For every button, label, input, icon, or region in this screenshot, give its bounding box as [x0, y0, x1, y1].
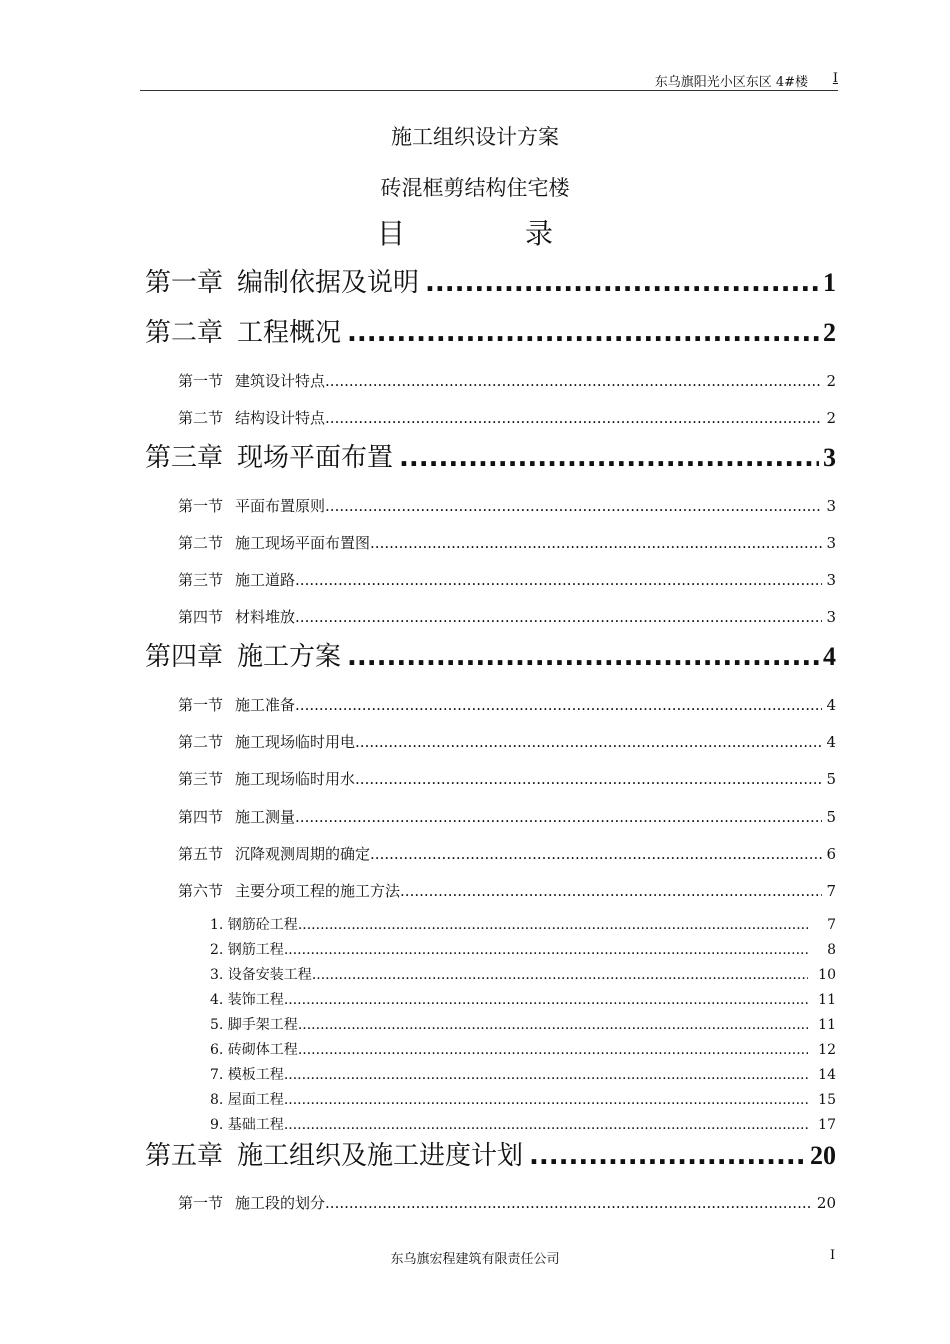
- item-title: 2. 钢筋工程: [210, 942, 284, 958]
- toc-section-3-4[interactable]: [178, 606, 836, 628]
- section-number: 第二节: [178, 534, 224, 552]
- dot-leader: [355, 733, 822, 751]
- section-number: 第四节: [178, 608, 224, 626]
- dot-leader: [298, 1017, 808, 1033]
- section-number: 第三节: [178, 770, 224, 788]
- item-title: 3. 设备安装工程: [210, 967, 312, 983]
- item-title: 7. 模板工程: [210, 1067, 284, 1083]
- dot-leader: [295, 608, 822, 626]
- chapter-page: 20: [810, 1141, 836, 1170]
- item-page: 17: [818, 1117, 836, 1133]
- dot-leader: [298, 917, 808, 933]
- chapter-page: 4: [823, 642, 836, 671]
- footer-page-number: I: [830, 1248, 836, 1263]
- dot-leader: [425, 268, 819, 298]
- toc-item-5[interactable]: [210, 1014, 836, 1034]
- chapter-title: 编制依据及说明: [237, 268, 420, 298]
- section-title: 施工道路: [235, 571, 296, 589]
- section-number: 第二节: [178, 409, 224, 427]
- section-title: 结构设计特点: [235, 409, 326, 427]
- toc-section-2-2[interactable]: [178, 407, 836, 429]
- section-title: 平面布置原则: [235, 497, 326, 515]
- section-number: 第一节: [178, 372, 224, 390]
- section-title: 建筑设计特点: [235, 372, 326, 390]
- chapter-page: 1: [823, 268, 836, 297]
- toc-chapter-2[interactable]: [145, 312, 836, 348]
- dot-leader: [325, 409, 822, 427]
- section-title: 施工现场平面布置图: [235, 534, 371, 552]
- section-page: 7: [826, 882, 836, 900]
- item-page: 11: [818, 992, 836, 1008]
- section-page: 3: [826, 571, 836, 589]
- chapter-number: 第二章: [145, 318, 224, 348]
- section-number: 第六节: [178, 882, 224, 900]
- toc-chapter-5[interactable]: [145, 1135, 836, 1171]
- toc-section-3-3[interactable]: [178, 569, 836, 591]
- dot-leader: [529, 1141, 806, 1171]
- section-number: 第三节: [178, 571, 224, 589]
- header-page-number: I: [832, 71, 838, 86]
- dot-leader: [400, 882, 822, 900]
- dot-leader: [284, 942, 808, 958]
- item-title: 8. 屋面工程: [210, 1092, 284, 1108]
- chapter-title: 工程概况: [237, 318, 342, 348]
- dot-leader: [399, 443, 819, 473]
- toc-chapter-4[interactable]: [145, 636, 836, 672]
- item-title: 4. 装饰工程: [210, 992, 284, 1008]
- section-title: 主要分项工程的施工方法: [235, 882, 401, 900]
- toc-section-4-4[interactable]: [178, 806, 836, 828]
- section-number: 第二节: [178, 733, 224, 751]
- section-page: 3: [826, 497, 836, 515]
- chapter-number: 第五章: [145, 1141, 224, 1171]
- dot-leader: [312, 967, 808, 983]
- section-title: 施工现场临时用电: [235, 733, 356, 751]
- toc-item-6[interactable]: [210, 1039, 836, 1059]
- dot-leader: [347, 318, 819, 348]
- toc-chapter-3[interactable]: [145, 437, 836, 473]
- chapter-title: 施工方案: [237, 642, 342, 672]
- chapter-number: 第一章: [145, 268, 224, 298]
- page-header: [140, 70, 838, 91]
- toc-section-4-6[interactable]: [178, 880, 836, 902]
- dot-leader: [295, 696, 822, 714]
- toc-section-4-5[interactable]: [178, 843, 836, 865]
- item-title: 5. 脚手架工程: [210, 1017, 298, 1033]
- chapter-number: 第三章: [145, 443, 224, 473]
- toc-item-1[interactable]: [210, 914, 836, 934]
- chapter-title: 施工组织及施工进度计划: [237, 1141, 524, 1171]
- section-title: 材料堆放: [235, 608, 296, 626]
- section-number: 第五节: [178, 845, 224, 863]
- item-page: 14: [818, 1067, 836, 1083]
- item-title: 6. 砖砌体工程: [210, 1042, 298, 1058]
- dot-leader: [325, 1194, 813, 1212]
- item-page: 7: [827, 917, 836, 933]
- dot-leader: [325, 497, 822, 515]
- dot-leader: [370, 845, 822, 863]
- toc-heading: 目录: [376, 217, 673, 250]
- toc-item-8[interactable]: [210, 1089, 836, 1109]
- page-footer: [0, 1248, 950, 1268]
- toc-section-4-1[interactable]: [178, 694, 836, 716]
- toc-section-4-2[interactable]: [178, 731, 836, 753]
- toc-section-4-3[interactable]: [178, 768, 836, 790]
- section-page: 2: [826, 372, 836, 390]
- section-page: 5: [826, 808, 836, 826]
- dot-leader: [284, 1067, 808, 1083]
- section-page: 3: [826, 534, 836, 552]
- chapter-page: 2: [823, 318, 836, 347]
- toc-section-5-1[interactable]: [178, 1192, 836, 1214]
- dot-leader: [295, 808, 822, 826]
- section-title: 施工段的划分: [235, 1194, 326, 1212]
- item-page: 10: [818, 967, 836, 983]
- chapter-title: 现场平面布置: [237, 443, 394, 473]
- toc-section-3-2[interactable]: [178, 532, 836, 554]
- document-subtitle: 砖混框剪结构住宅楼: [380, 176, 570, 200]
- chapter-page: 3: [823, 443, 836, 472]
- dot-leader: [295, 571, 822, 589]
- section-number: 第四节: [178, 808, 224, 826]
- toc-item-7[interactable]: [210, 1064, 836, 1084]
- dot-leader: [347, 642, 819, 672]
- section-title: 施工测量: [235, 808, 296, 826]
- toc-section-2-1[interactable]: [178, 370, 836, 392]
- dot-leader: [370, 534, 822, 552]
- footer-company-name: 东乌旗宏程建筑有限责任公司: [390, 1252, 560, 1267]
- section-page: 20: [816, 1194, 836, 1212]
- dot-leader: [325, 372, 822, 390]
- toc-item-9[interactable]: [210, 1114, 836, 1134]
- toc-item-4[interactable]: [210, 989, 836, 1009]
- item-page: 8: [827, 942, 836, 958]
- dot-leader: [298, 1042, 808, 1058]
- section-title: 施工现场临时用水: [235, 770, 356, 788]
- section-title: 沉降观测周期的确定: [235, 845, 371, 863]
- item-page: 11: [818, 1017, 836, 1033]
- dot-leader: [284, 992, 808, 1008]
- section-page: 4: [826, 733, 836, 751]
- section-number: 第一节: [178, 696, 224, 714]
- document-title: 施工组织设计方案: [391, 125, 559, 149]
- toc-item-2[interactable]: [210, 939, 836, 959]
- toc-item-3[interactable]: [210, 964, 836, 984]
- section-title: 施工准备: [235, 696, 296, 714]
- section-number: 第一节: [178, 1194, 224, 1212]
- item-title: 9. 基础工程: [210, 1117, 284, 1133]
- dot-leader: [284, 1117, 808, 1133]
- section-page: 6: [826, 845, 836, 863]
- toc-section-3-1[interactable]: [178, 495, 836, 517]
- section-page: 3: [826, 608, 836, 626]
- toc-chapter-1[interactable]: [145, 262, 836, 298]
- section-page: 5: [826, 770, 836, 788]
- chapter-number: 第四章: [145, 642, 224, 672]
- item-page: 15: [818, 1092, 836, 1108]
- section-page: 2: [826, 409, 836, 427]
- dot-leader: [284, 1092, 808, 1108]
- section-page: 4: [826, 696, 836, 714]
- section-number: 第一节: [178, 497, 224, 515]
- item-title: 1. 钢筋砼工程: [210, 917, 298, 933]
- dot-leader: [355, 770, 822, 788]
- header-project-name: 东乌旗阳光小区东区 4#楼: [654, 75, 808, 90]
- item-page: 12: [818, 1042, 836, 1058]
